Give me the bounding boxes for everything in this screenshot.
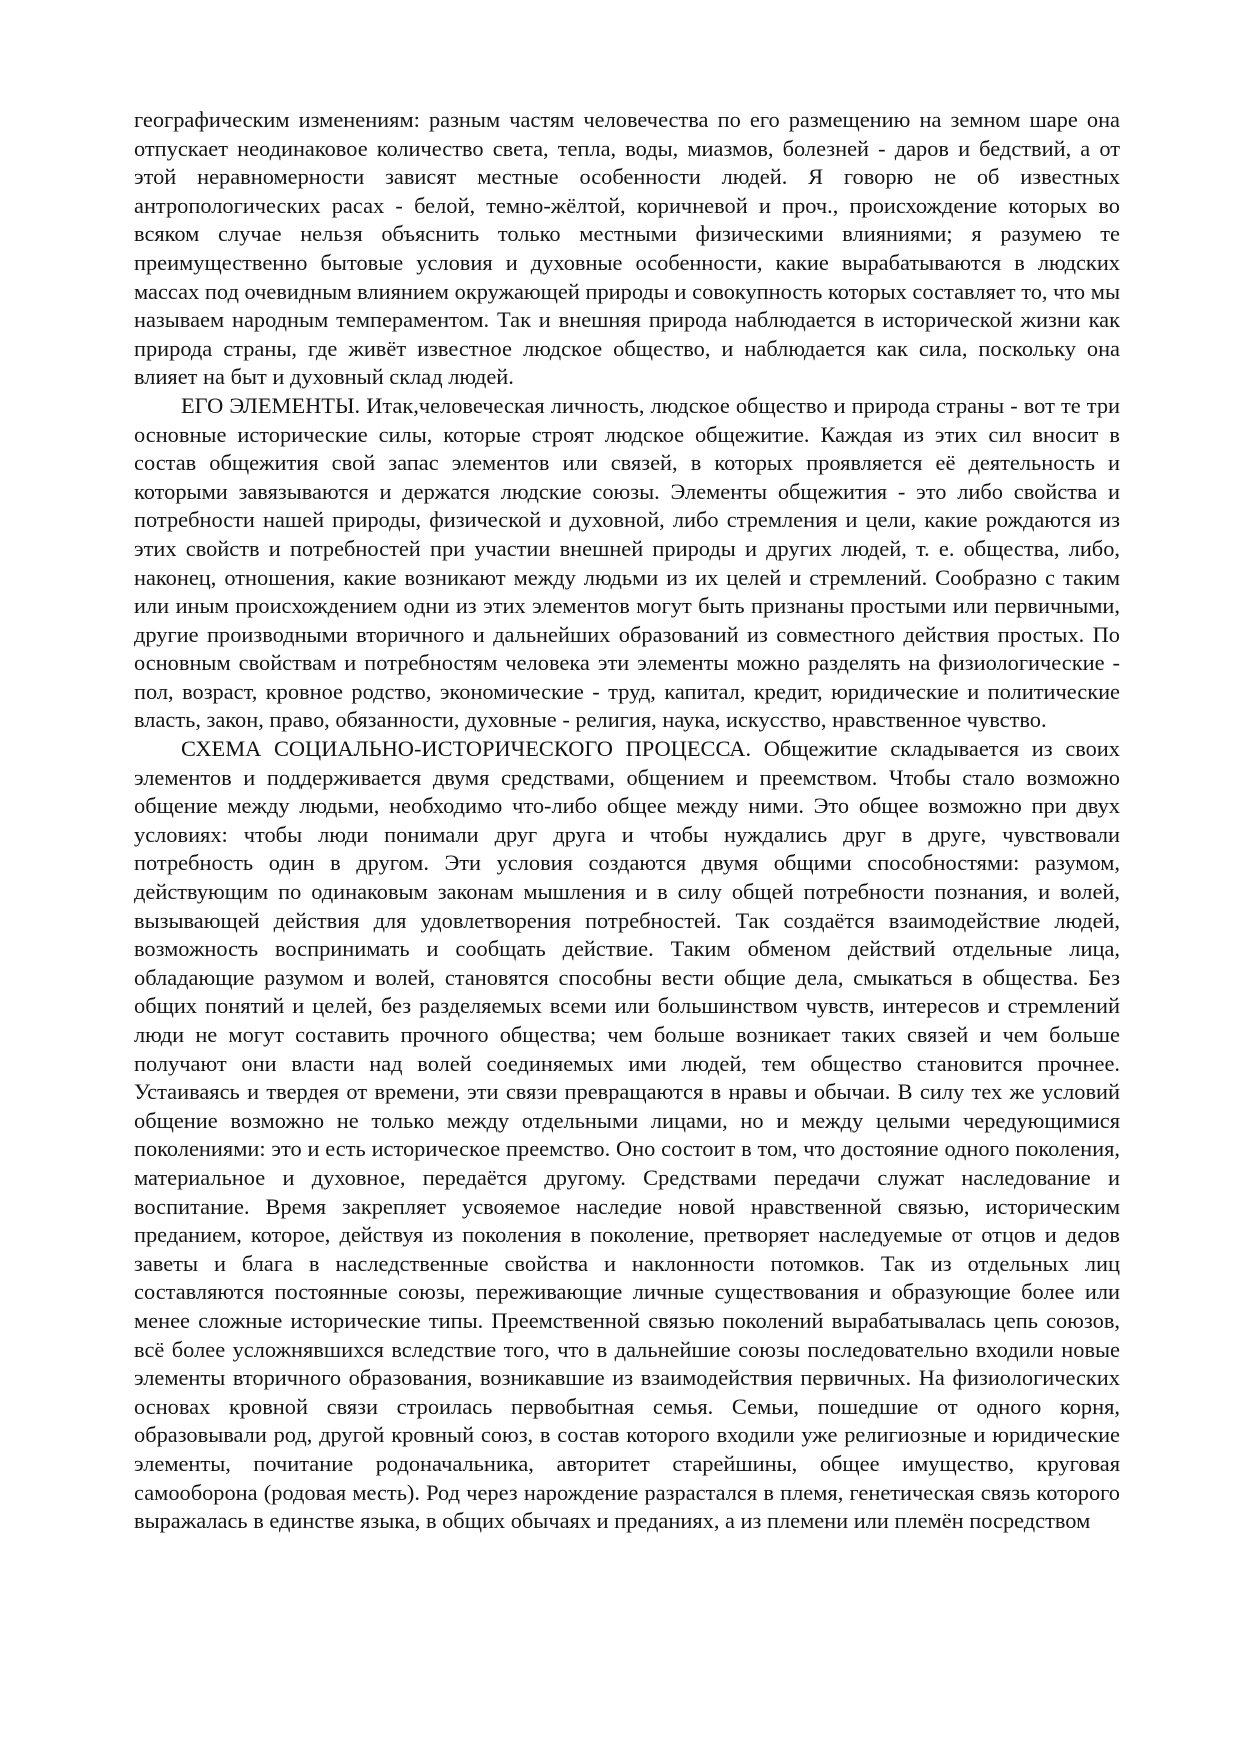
paragraph-its-elements: ЕГО ЭЛЕМЕНТЫ. Итак,человеческая личность, людское общество и природа страны - вот те три основные исторические силы, которые строят людское общежитие. Каждая из этих сил вносит в состав общежития свой запас элементов или связей, в которых проявляется её деятельность и которыми завязываются и держатся людские союзы. Элементы общежития - это либо свойства и потребности нашей природы, физической и духовной, либо стремления и цели, какие рождаются из этих свойств и потребностей при участии внешней природы и других людей, т. е. общества, либо, наконец, отношения, какие возникают между людьми из их целей и стремлений. Сообразно с таким или иным происхождением одни из этих элементов могут быть признаны простыми или первичными, другие производными вторичного и дальнейших образований из совместного действия простых. По основным свойствам и потребностям человека эти элементы можно разделять на физиологические - пол, возраст, кровное родство, экономические - труд, капитал, кредит, юридические и политические власть, закон, право, обязанности, духовные - религия, наука, искусство, нравственное чувство.	[134, 392, 1120, 733]
document-page	[134, 106, 1120, 1536]
paragraph-socio-historical-process: СХЕМА СОЦИАЛЬНО-ИСТОРИЧЕСКОГО ПРОЦЕССА. Общежитие складывается из своих элементов и поддерживается двумя средствами, общением и преемством. Чтобы стало возможно общение между людьми, необходимо что-либо общее между ними. Это общее возможно при двух условиях: чтобы люди понимали друг друга и чтобы нуждались друг в друге, чувствовали потребность один в другом. Эти условия создаются двумя общими способностями: разумом, действующим по одинаковым законам мышления и в силу общей потребности познания, и волей, вызывающей действия для удовлетворения потребностей. Так создаётся взаимодействие людей, возможность воспринимать и сообщать действие. Таким обменом действий отдельные лица, обладающие разумом и волей, становятся способны вести общие дела, смыкаться в общества. Без общих понятий и целей, без разделяемых всеми или большинством чувств, интересов и стремлений люди не могут составить прочного общества; чем больше возникает таких связей и чем больше получают они власти над волей соединяемых ими людей, тем общество становится прочнее. Устаиваясь и твердея от времени, эти связи превращаются в нравы и обычаи. В силу тех же условий общение возможно не только между отдельными лицами, но и между целыми чередующимися поколениями: это и есть историческое преемство. Оно состоит в том, что достояние одного поколения, материальное и духовное, передаётся другому. Средствами передачи служат наследование и воспитание. Время закрепляет усвояемое наследие новой нравственной связью, историческим преданием, которое, действуя из поколения в поколение, претворяет наследуемые от отцов и дедов заветы и блага в наследственные свойства и наклонности потомков. Так из отдельных лиц составляются постоянные союзы, переживающие личные существования и образующие более или менее сложные исторические типы. Преемственной связью поколений вырабатывалась цепь союзов, всё более усложнявшихся вследствие того, что в дальнейшие союзы последовательно входили новые элементы вторичного образования, возникавшие из взаимодействия первичных. На физиологических основах кровной связи строилась первобытная семья. Семьи, пошедшие от одного корня, образовывали род, другой кровный союз, в состав которого входили уже религиозные и юридические элементы, почитание родоначальника, авторитет старейшины, общее имущество, круговая самооборона (родовая месть). Род через нарождение разрастался в племя, генетическая связь которого выражалась в единстве языка, в общих обычаях и преданиях, а из племени или племён посредством	[134, 736, 1120, 1534]
paragraph-external-nature: географическим изменениям: разным частям человечества по его размещению на земном шаре она отпускает неодинаковое количество света, тепла, воды, миазмов, болезней - даров и бедствий, а от этой неравномерности зависят местные особенности людей. Я говорю не об известных антропологических расах - белой, темно-жёлтой, коричневой и проч., происхождение которых во всяком случае нельзя объяснить только местными физическими влияниями; я разумею те преимущественно бытовые условия и духовные особенности, какие вырабатываются в людских массах под очевидным влиянием окружающей природы и совокупность которых составляет то, что мы называем народным темпераментом. Так и внешняя природа наблюдается в исторической жизни как природа страны, где живёт известное людское общество, и наблюдается как сила, поскольку она влияет на быт и духовный склад людей.	[134, 107, 1120, 390]
